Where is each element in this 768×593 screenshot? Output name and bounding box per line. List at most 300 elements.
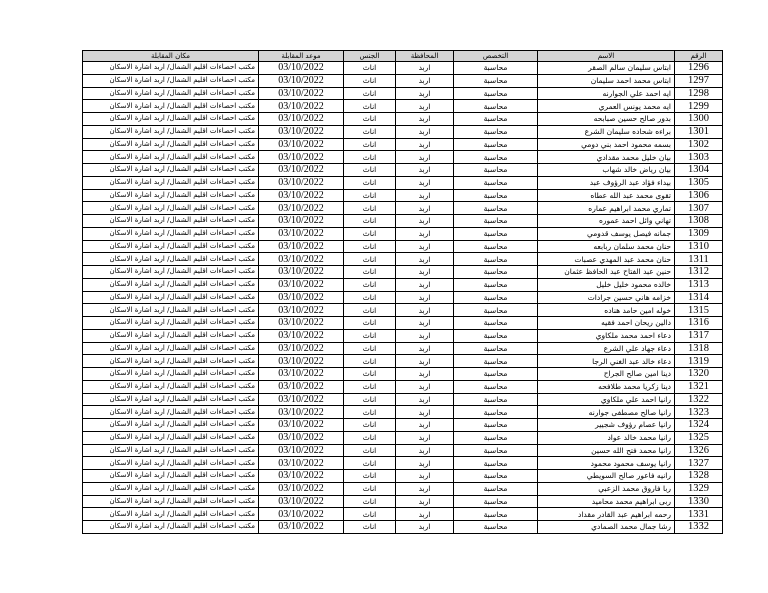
cell-place: مكتب احصاءات اقليم الشمال/ اربد اشارة الاسكان (83, 164, 259, 177)
cell-governorate: اربد (396, 240, 454, 253)
cell-specialization: محاسبة (454, 342, 538, 355)
header-date: موعد المقابلة (259, 51, 344, 62)
cell-specialization: محاسبة (454, 278, 538, 291)
cell-governorate: اربد (396, 470, 454, 483)
table-header (83, 51, 723, 62)
cell-date: 03/10/2022 (259, 100, 344, 113)
table-row (83, 215, 723, 228)
cell-governorate: اربد (396, 431, 454, 444)
cell-name: ابتاس سليمان سالم الصقر (538, 62, 675, 75)
cell-gender: اناث (344, 482, 396, 495)
cell-specialization: محاسبة (454, 189, 538, 202)
cell-name: براءه شحاده سليمان الشرع (538, 125, 675, 138)
header-name: الاسم (538, 51, 675, 62)
cell-governorate: اربد (396, 227, 454, 240)
table-row (83, 291, 723, 304)
cell-number: 1320 (675, 368, 723, 381)
table-row (83, 227, 723, 240)
cell-gender: اناث (344, 62, 396, 75)
cell-date: 03/10/2022 (259, 113, 344, 126)
cell-name: تماري محمد ابراهيم عماره (538, 202, 675, 215)
table-row (83, 87, 723, 100)
cell-governorate: اربد (396, 278, 454, 291)
table-row (83, 355, 723, 368)
cell-date: 03/10/2022 (259, 508, 344, 521)
cell-governorate: اربد (396, 355, 454, 368)
cell-governorate: اربد (396, 253, 454, 266)
cell-place: مكتب احصاءات اقليم الشمال/ اربد اشارة الاسكان (83, 444, 259, 457)
cell-number: 1321 (675, 380, 723, 393)
cell-place: مكتب احصاءات اقليم الشمال/ اربد اشارة الاسكان (83, 266, 259, 279)
cell-name: دعاء خالد عبد الغني الرجا (538, 355, 675, 368)
cell-gender: اناث (344, 151, 396, 164)
cell-date: 03/10/2022 (259, 125, 344, 138)
cell-specialization: محاسبة (454, 470, 538, 483)
cell-governorate: اربد (396, 495, 454, 508)
cell-gender: اناث (344, 278, 396, 291)
cell-specialization: محاسبة (454, 304, 538, 317)
cell-gender: اناث (344, 164, 396, 177)
cell-specialization: محاسبة (454, 329, 538, 342)
cell-gender: اناث (344, 113, 396, 126)
table-row (83, 202, 723, 215)
table-row (83, 329, 723, 342)
cell-governorate: اربد (396, 176, 454, 189)
cell-date: 03/10/2022 (259, 380, 344, 393)
cell-name: بيان خليل محمد مقدادي (538, 151, 675, 164)
cell-place: مكتب احصاءات اقليم الشمال/ اربد اشارة الاسكان (83, 431, 259, 444)
cell-number: 1322 (675, 393, 723, 406)
cell-place: مكتب احصاءات اقليم الشمال/ اربد اشارة الاسكان (83, 138, 259, 151)
table-row (83, 74, 723, 87)
cell-number: 1309 (675, 227, 723, 240)
cell-specialization: محاسبة (454, 227, 538, 240)
cell-specialization: محاسبة (454, 74, 538, 87)
table-row (83, 342, 723, 355)
cell-gender: اناث (344, 431, 396, 444)
cell-place: مكتب احصاءات اقليم الشمال/ اربد اشارة الاسكان (83, 317, 259, 330)
cell-name: رانيا صالح مصطفى جوارنه (538, 406, 675, 419)
cell-gender: اناث (344, 87, 396, 100)
table-row (83, 253, 723, 266)
cell-date: 03/10/2022 (259, 74, 344, 87)
cell-governorate: اربد (396, 138, 454, 151)
cell-specialization: محاسبة (454, 457, 538, 470)
cell-specialization: محاسبة (454, 393, 538, 406)
header-governorate: المحافظة (396, 51, 454, 62)
cell-place: مكتب احصاءات اقليم الشمال/ اربد اشارة الاسكان (83, 291, 259, 304)
cell-specialization: محاسبة (454, 406, 538, 419)
cell-gender: اناث (344, 470, 396, 483)
cell-specialization: محاسبة (454, 419, 538, 432)
cell-governorate: اربد (396, 317, 454, 330)
cell-specialization: محاسبة (454, 317, 538, 330)
cell-place: مكتب احصاءات اقليم الشمال/ اربد اشارة الاسكان (83, 62, 259, 75)
cell-date: 03/10/2022 (259, 304, 344, 317)
cell-specialization: محاسبة (454, 266, 538, 279)
cell-number: 1319 (675, 355, 723, 368)
cell-specialization: محاسبة (454, 355, 538, 368)
cell-specialization: محاسبة (454, 291, 538, 304)
cell-name: رحمه ابراهيم عبد القادر مقداد (538, 508, 675, 521)
table-row (83, 508, 723, 521)
cell-name: بيان رياض خالد شهاب (538, 164, 675, 177)
table-row (83, 431, 723, 444)
cell-gender: اناث (344, 125, 396, 138)
table-row (83, 125, 723, 138)
header-specialization: التخصص (454, 51, 538, 62)
cell-place: مكتب احصاءات اقليم الشمال/ اربد اشارة الاسكان (83, 227, 259, 240)
cell-governorate: اربد (396, 74, 454, 87)
cell-name: ابتاس محمد احمد سليمان (538, 74, 675, 87)
cell-date: 03/10/2022 (259, 495, 344, 508)
cell-gender: اناث (344, 444, 396, 457)
cell-date: 03/10/2022 (259, 62, 344, 75)
candidates-table (82, 50, 723, 534)
cell-specialization: محاسبة (454, 240, 538, 253)
cell-name: بسمه محمود احمد بني دومي (538, 138, 675, 151)
cell-number: 1326 (675, 444, 723, 457)
table-row (83, 406, 723, 419)
cell-date: 03/10/2022 (259, 470, 344, 483)
cell-name: ربى ابراهيم محمد محاميد (538, 495, 675, 508)
cell-number: 1312 (675, 266, 723, 279)
cell-place: مكتب احصاءات اقليم الشمال/ اربد اشارة الاسكان (83, 87, 259, 100)
cell-name: تهاني وائل احمد عموره (538, 215, 675, 228)
cell-date: 03/10/2022 (259, 444, 344, 457)
cell-place: مكتب احصاءات اقليم الشمال/ اربد اشارة الاسكان (83, 521, 259, 534)
cell-governorate: اربد (396, 189, 454, 202)
cell-governorate: اربد (396, 393, 454, 406)
cell-number: 1311 (675, 253, 723, 266)
cell-specialization: محاسبة (454, 176, 538, 189)
cell-date: 03/10/2022 (259, 202, 344, 215)
cell-gender: اناث (344, 317, 396, 330)
table-row (83, 113, 723, 126)
table-row (83, 151, 723, 164)
cell-place: مكتب احصاءات اقليم الشمال/ اربد اشارة الاسكان (83, 419, 259, 432)
cell-place: مكتب احصاءات اقليم الشمال/ اربد اشارة الاسكان (83, 470, 259, 483)
cell-date: 03/10/2022 (259, 176, 344, 189)
cell-governorate: اربد (396, 215, 454, 228)
header-gender: الجنس (344, 51, 396, 62)
cell-gender: اناث (344, 266, 396, 279)
cell-number: 1318 (675, 342, 723, 355)
cell-date: 03/10/2022 (259, 393, 344, 406)
cell-place: مكتب احصاءات اقليم الشمال/ اربد اشارة الاسكان (83, 495, 259, 508)
cell-gender: اناث (344, 508, 396, 521)
cell-place: مكتب احصاءات اقليم الشمال/ اربد اشارة الاسكان (83, 189, 259, 202)
cell-governorate: اربد (396, 521, 454, 534)
cell-gender: اناث (344, 393, 396, 406)
cell-name: رانيا محمد فتح الله حسين (538, 444, 675, 457)
cell-governorate: اربد (396, 151, 454, 164)
cell-gender: اناث (344, 215, 396, 228)
cell-date: 03/10/2022 (259, 457, 344, 470)
cell-number: 1325 (675, 431, 723, 444)
cell-gender: اناث (344, 240, 396, 253)
cell-specialization: محاسبة (454, 380, 538, 393)
cell-gender: اناث (344, 291, 396, 304)
cell-place: مكتب احصاءات اقليم الشمال/ اربد اشارة الاسكان (83, 482, 259, 495)
cell-governorate: اربد (396, 304, 454, 317)
table-row (83, 419, 723, 432)
cell-number: 1308 (675, 215, 723, 228)
cell-number: 1300 (675, 113, 723, 126)
cell-date: 03/10/2022 (259, 368, 344, 381)
cell-number: 1315 (675, 304, 723, 317)
cell-name: جمانه فيصل يوسف قدومي (538, 227, 675, 240)
cell-number: 1306 (675, 189, 723, 202)
cell-name: رانيه فاعور صالح السويطي (538, 470, 675, 483)
table-row (83, 138, 723, 151)
cell-gender: اناث (344, 380, 396, 393)
cell-place: مكتب احصاءات اقليم الشمال/ اربد اشارة الاسكان (83, 393, 259, 406)
cell-place: مكتب احصاءات اقليم الشمال/ اربد اشارة الاسكان (83, 406, 259, 419)
table-row (83, 482, 723, 495)
cell-specialization: محاسبة (454, 431, 538, 444)
cell-number: 1297 (675, 74, 723, 87)
cell-gender: اناث (344, 457, 396, 470)
cell-name: ربا فاروق محمد الزعبي (538, 482, 675, 495)
cell-specialization: محاسبة (454, 202, 538, 215)
cell-date: 03/10/2022 (259, 164, 344, 177)
cell-name: تقوى محمد عبد الله عطاه (538, 189, 675, 202)
table-row (83, 278, 723, 291)
cell-specialization: محاسبة (454, 87, 538, 100)
cell-place: مكتب احصاءات اقليم الشمال/ اربد اشارة الاسكان (83, 202, 259, 215)
cell-specialization: محاسبة (454, 444, 538, 457)
header-number: الرقم (675, 51, 723, 62)
cell-governorate: اربد (396, 457, 454, 470)
cell-gender: اناث (344, 138, 396, 151)
cell-governorate: اربد (396, 368, 454, 381)
cell-gender: اناث (344, 495, 396, 508)
cell-name: حنان محمد سلمان ربابعه (538, 240, 675, 253)
cell-specialization: محاسبة (454, 100, 538, 113)
cell-number: 1302 (675, 138, 723, 151)
cell-name: خوله امين حامد هناده (538, 304, 675, 317)
cell-governorate: اربد (396, 266, 454, 279)
table-row (83, 368, 723, 381)
cell-number: 1327 (675, 457, 723, 470)
cell-place: مكتب احصاءات اقليم الشمال/ اربد اشارة الاسكان (83, 457, 259, 470)
cell-specialization: محاسبة (454, 164, 538, 177)
cell-place: مكتب احصاءات اقليم الشمال/ اربد اشارة الاسكان (83, 176, 259, 189)
cell-number: 1330 (675, 495, 723, 508)
cell-gender: اناث (344, 521, 396, 534)
table-row (83, 521, 723, 534)
cell-number: 1298 (675, 87, 723, 100)
table-row (83, 457, 723, 470)
cell-governorate: اربد (396, 291, 454, 304)
cell-place: مكتب احصاءات اقليم الشمال/ اربد اشارة الاسكان (83, 355, 259, 368)
cell-name: بدور صالح حسين صبابحه (538, 113, 675, 126)
cell-number: 1323 (675, 406, 723, 419)
cell-specialization: محاسبة (454, 495, 538, 508)
table-row (83, 176, 723, 189)
cell-date: 03/10/2022 (259, 342, 344, 355)
cell-date: 03/10/2022 (259, 138, 344, 151)
cell-name: خزامه هاني حسين جرادات (538, 291, 675, 304)
cell-name: رانيا محمد خالد عواد (538, 431, 675, 444)
cell-date: 03/10/2022 (259, 419, 344, 432)
cell-gender: اناث (344, 227, 396, 240)
cell-number: 1317 (675, 329, 723, 342)
cell-place: مكتب احصاءات اقليم الشمال/ اربد اشارة الاسكان (83, 278, 259, 291)
cell-gender: اناث (344, 253, 396, 266)
cell-date: 03/10/2022 (259, 87, 344, 100)
cell-name: دالين ريحان احمد فقيه (538, 317, 675, 330)
cell-gender: اناث (344, 355, 396, 368)
cell-name: بيداء فؤاد عبد الرؤوف عبد (538, 176, 675, 189)
cell-date: 03/10/2022 (259, 189, 344, 202)
cell-name: رشا جمال محمد الصمادي (538, 521, 675, 534)
cell-specialization: محاسبة (454, 482, 538, 495)
cell-place: مكتب احصاءات اقليم الشمال/ اربد اشارة الاسكان (83, 329, 259, 342)
cell-place: مكتب احصاءات اقليم الشمال/ اربد اشارة الاسكان (83, 151, 259, 164)
cell-number: 1329 (675, 482, 723, 495)
cell-date: 03/10/2022 (259, 278, 344, 291)
cell-governorate: اربد (396, 444, 454, 457)
cell-date: 03/10/2022 (259, 521, 344, 534)
cell-number: 1314 (675, 291, 723, 304)
cell-place: مكتب احصاءات اقليم الشمال/ اربد اشارة الاسكان (83, 253, 259, 266)
cell-place: مكتب احصاءات اقليم الشمال/ اربد اشارة الاسكان (83, 304, 259, 317)
cell-number: 1316 (675, 317, 723, 330)
cell-specialization: محاسبة (454, 508, 538, 521)
cell-governorate: اربد (396, 406, 454, 419)
cell-name: رانيا عصام رؤوف شجيير (538, 419, 675, 432)
cell-number: 1310 (675, 240, 723, 253)
table-row (83, 240, 723, 253)
cell-specialization: محاسبة (454, 253, 538, 266)
cell-gender: اناث (344, 329, 396, 342)
cell-date: 03/10/2022 (259, 266, 344, 279)
cell-name: رانيا يوسف محمود محمود (538, 457, 675, 470)
cell-place: مكتب احصاءات اقليم الشمال/ اربد اشارة الاسكان (83, 380, 259, 393)
cell-number: 1304 (675, 164, 723, 177)
cell-number: 1296 (675, 62, 723, 75)
cell-governorate: اربد (396, 342, 454, 355)
table-row (83, 317, 723, 330)
cell-governorate: اربد (396, 329, 454, 342)
header-place: مكان المقابلة (83, 51, 259, 62)
cell-place: مكتب احصاءات اقليم الشمال/ اربد اشارة الاسكان (83, 342, 259, 355)
cell-name: دينا امين صالح الجراح (538, 368, 675, 381)
cell-governorate: اربد (396, 100, 454, 113)
table-row (83, 266, 723, 279)
cell-place: مكتب احصاءات اقليم الشمال/ اربد اشارة الاسكان (83, 113, 259, 126)
table-row (83, 304, 723, 317)
cell-gender: اناث (344, 202, 396, 215)
cell-name: حنين عبد الفتاح عبد الحافظ عثمان (538, 266, 675, 279)
cell-date: 03/10/2022 (259, 406, 344, 419)
cell-number: 1301 (675, 125, 723, 138)
table-row (83, 444, 723, 457)
cell-name: ايه محمد يونس العمري (538, 100, 675, 113)
table-row (83, 380, 723, 393)
table-row (83, 100, 723, 113)
cell-date: 03/10/2022 (259, 291, 344, 304)
cell-date: 03/10/2022 (259, 215, 344, 228)
header-row (83, 51, 723, 62)
cell-date: 03/10/2022 (259, 431, 344, 444)
cell-gender: اناث (344, 304, 396, 317)
cell-governorate: اربد (396, 419, 454, 432)
cell-gender: اناث (344, 189, 396, 202)
cell-number: 1332 (675, 521, 723, 534)
cell-governorate: اربد (396, 125, 454, 138)
cell-governorate: اربد (396, 508, 454, 521)
cell-governorate: اربد (396, 380, 454, 393)
cell-governorate: اربد (396, 482, 454, 495)
cell-number: 1307 (675, 202, 723, 215)
cell-date: 03/10/2022 (259, 317, 344, 330)
cell-number: 1324 (675, 419, 723, 432)
cell-name: خالده محمود خليل خليل (538, 278, 675, 291)
table-row (83, 495, 723, 508)
cell-date: 03/10/2022 (259, 355, 344, 368)
cell-gender: اناث (344, 176, 396, 189)
cell-governorate: اربد (396, 202, 454, 215)
cell-name: دعاء احمد محمد ملكاوي (538, 329, 675, 342)
cell-specialization: محاسبة (454, 138, 538, 151)
cell-specialization: محاسبة (454, 113, 538, 126)
cell-governorate: اربد (396, 62, 454, 75)
cell-date: 03/10/2022 (259, 240, 344, 253)
cell-specialization: محاسبة (454, 62, 538, 75)
cell-specialization: محاسبة (454, 215, 538, 228)
cell-specialization: محاسبة (454, 151, 538, 164)
cell-gender: اناث (344, 406, 396, 419)
cell-gender: اناث (344, 74, 396, 87)
cell-number: 1303 (675, 151, 723, 164)
table-body (83, 62, 723, 534)
table-row (83, 189, 723, 202)
cell-governorate: اربد (396, 113, 454, 126)
cell-gender: اناث (344, 368, 396, 381)
cell-date: 03/10/2022 (259, 329, 344, 342)
cell-specialization: محاسبة (454, 521, 538, 534)
cell-governorate: اربد (396, 164, 454, 177)
cell-number: 1305 (675, 176, 723, 189)
cell-place: مكتب احصاءات اقليم الشمال/ اربد اشارة الاسكان (83, 74, 259, 87)
cell-date: 03/10/2022 (259, 253, 344, 266)
cell-place: مكتب احصاءات اقليم الشمال/ اربد اشارة الاسكان (83, 100, 259, 113)
cell-name: ايه احمد علي الجوارنه (538, 87, 675, 100)
table-row (83, 470, 723, 483)
cell-name: حنان محمد عبد المهدي عصبات (538, 253, 675, 266)
cell-number: 1328 (675, 470, 723, 483)
cell-name: رانيا احمد علي ملكاوي (538, 393, 675, 406)
cell-specialization: محاسبة (454, 368, 538, 381)
cell-name: دينا زكريا محمد طلافحه (538, 380, 675, 393)
cell-place: مكتب احصاءات اقليم الشمال/ اربد اشارة الاسكان (83, 240, 259, 253)
cell-specialization: محاسبة (454, 125, 538, 138)
cell-place: مكتب احصاءات اقليم الشمال/ اربد اشارة الاسكان (83, 215, 259, 228)
cell-number: 1331 (675, 508, 723, 521)
cell-date: 03/10/2022 (259, 482, 344, 495)
cell-place: مكتب احصاءات اقليم الشمال/ اربد اشارة الاسكان (83, 368, 259, 381)
cell-name: دعاء جهاد علي الشرع (538, 342, 675, 355)
cell-gender: اناث (344, 419, 396, 432)
cell-place: مكتب احصاءات اقليم الشمال/ اربد اشارة الاسكان (83, 125, 259, 138)
cell-number: 1313 (675, 278, 723, 291)
cell-gender: اناث (344, 342, 396, 355)
table-row (83, 62, 723, 75)
cell-governorate: اربد (396, 87, 454, 100)
